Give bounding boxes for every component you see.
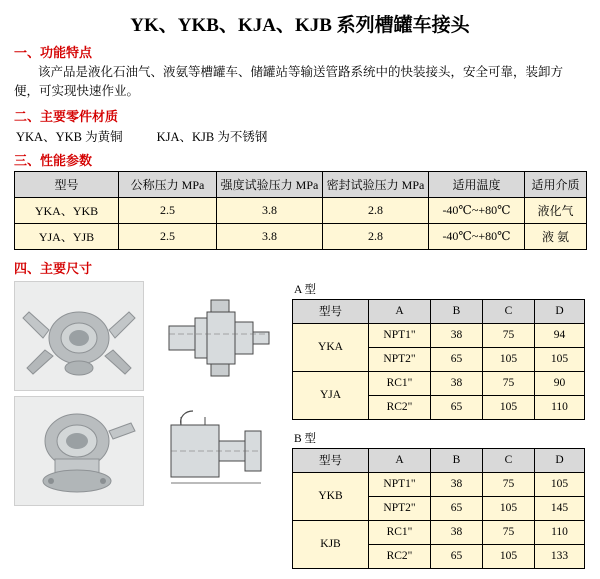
dim-cell: 105 [535, 347, 585, 371]
section-heading-material: 二、主要零件材质 [14, 108, 119, 124]
dim-cell: 105 [535, 472, 585, 496]
photo-row-b [14, 396, 286, 506]
table-row [15, 197, 587, 223]
dim-model-cell: YKB [293, 472, 369, 520]
dim-cell: 75 [483, 323, 535, 347]
photo-row-a [14, 281, 286, 391]
dim-cell: 65 [431, 395, 483, 419]
dim-cell: 75 [483, 520, 535, 544]
spec-header-cell: 密封试验压力 MPa [323, 171, 429, 197]
dim-cell: NPT2" [369, 496, 431, 520]
section-heading-performance: 三、性能参数 [14, 152, 93, 168]
spec-header-cell: 适用介质 [525, 171, 587, 197]
spec-cell: YJA、YJB [15, 223, 119, 249]
dim-model-cell: YKA [293, 323, 369, 371]
dim-cell: 105 [483, 347, 535, 371]
table-header-row [293, 448, 585, 472]
spec-cell: 3.8 [217, 223, 323, 249]
dim-header-cell: 型号 [293, 299, 369, 323]
table-row [293, 472, 585, 496]
dim-cell: RC2" [369, 544, 431, 568]
dim-cell: 38 [431, 323, 483, 347]
dim-cell: 65 [431, 496, 483, 520]
dim-cell: 110 [535, 520, 585, 544]
dim-header-cell: 型号 [293, 448, 369, 472]
dim-header-cell: C [483, 299, 535, 323]
type-b-label: B 型 [294, 432, 317, 445]
dim-cell: 105 [483, 544, 535, 568]
type-a-table [292, 299, 585, 420]
dim-cell: 65 [431, 544, 483, 568]
spec-cell: 3.8 [217, 197, 323, 223]
table-row [293, 323, 585, 347]
dim-model-cell: KJB [293, 520, 369, 568]
dim-cell: 105 [483, 496, 535, 520]
spec-cell: 液化气 [525, 197, 587, 223]
dim-cell: NPT2" [369, 347, 431, 371]
table-header-row [15, 171, 587, 197]
dim-header-cell: B [431, 299, 483, 323]
table-column [292, 281, 586, 579]
type-b-table [292, 448, 585, 569]
document-page [0, 10, 600, 562]
dim-cell: RC1" [369, 371, 431, 395]
dim-cell: NPT1" [369, 323, 431, 347]
spec-cell: 2.5 [119, 197, 217, 223]
page-title: YK、YKB、KJA、KJB 系列槽罐车接头 [130, 15, 470, 36]
coupling-photo-b [14, 396, 144, 506]
spec-cell: -40℃~+80℃ [429, 223, 525, 249]
dim-cell: RC2" [369, 395, 431, 419]
lower-content [14, 281, 586, 579]
spec-cell: YKA、YKB [15, 197, 119, 223]
material-text-a: YKA、YKB 为黄铜 [16, 129, 123, 144]
table-row [293, 520, 585, 544]
type-a-label: A 型 [294, 283, 317, 296]
dim-cell: 38 [431, 520, 483, 544]
dim-header-cell: A [369, 299, 431, 323]
dim-cell: 133 [535, 544, 585, 568]
dim-model-cell: YJA [293, 371, 369, 419]
spec-cell: -40℃~+80℃ [429, 197, 525, 223]
dim-cell: 145 [535, 496, 585, 520]
dim-cell: 38 [431, 371, 483, 395]
dim-cell: 75 [483, 371, 535, 395]
dim-cell: RC1" [369, 520, 431, 544]
dim-cell: 65 [431, 347, 483, 371]
spec-header-cell: 公称压力 MPa [119, 171, 217, 197]
spec-header-cell: 适用温度 [429, 171, 525, 197]
section-heading-dimension: 四、主要尺寸 [14, 260, 93, 276]
spec-header-cell: 强度试验压力 MPa [217, 171, 323, 197]
coupling-photo-a-graphic [15, 282, 143, 390]
table-row [15, 223, 587, 249]
material-line [14, 127, 586, 145]
dim-cell: 90 [535, 371, 585, 395]
features-paragraph: 该产品是液化石油气、液氨等槽罐车、储罐站等输送管路系统中的快装接头，安全可靠，装卸方便，可实现快速作业。 [14, 65, 564, 98]
dim-cell: 105 [483, 395, 535, 419]
table-row [293, 371, 585, 395]
dim-cell: 94 [535, 323, 585, 347]
coupling-photo-a [14, 281, 144, 391]
spec-cell: 2.8 [323, 197, 429, 223]
coupling-photo-b-graphic [15, 397, 143, 505]
coupling-drawing-b [148, 396, 286, 506]
spec-table [14, 171, 587, 250]
spec-cell: 液 氨 [525, 223, 587, 249]
dim-cell: 75 [483, 472, 535, 496]
dim-cell: 38 [431, 472, 483, 496]
dim-cell: NPT1" [369, 472, 431, 496]
section-heading-features: 一、功能特点 [14, 45, 93, 60]
dim-header-cell: A [369, 448, 431, 472]
dim-header-cell: B [431, 448, 483, 472]
image-column [14, 281, 286, 579]
dim-header-cell: D [535, 299, 585, 323]
coupling-drawing-a [148, 281, 286, 391]
material-text-b: KJA、KJB 为不锈钢 [156, 129, 268, 144]
dim-header-cell: C [483, 448, 535, 472]
dim-header-cell: D [535, 448, 585, 472]
table-header-row [293, 299, 585, 323]
coupling-drawing-a-graphic [149, 282, 285, 390]
spec-header-cell: 型号 [15, 171, 119, 197]
spec-cell: 2.5 [119, 223, 217, 249]
spec-cell: 2.8 [323, 223, 429, 249]
dim-cell: 110 [535, 395, 585, 419]
coupling-drawing-b-graphic [149, 397, 285, 505]
